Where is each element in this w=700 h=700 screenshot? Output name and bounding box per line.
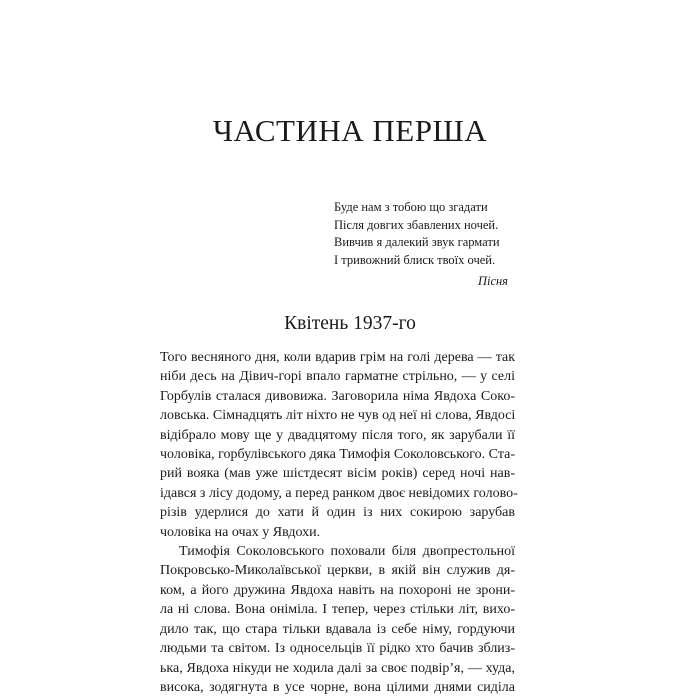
- epigraph-line: Вивчив я далекий звук гармати: [334, 235, 500, 249]
- chapter-title: Квітень 1937-го: [284, 313, 416, 334]
- part-title: ЧАСТИНА ПЕРША: [212, 113, 488, 148]
- text-line: Покровсько-Миколаївської церкви, в якій він служив дя-: [160, 563, 515, 579]
- body-text: [160, 348, 518, 697]
- text-line: ловська. Сімнадцять літ ніхто не чув од неї ні слова, Явдосі: [160, 408, 516, 424]
- text-line: Тимофія Соколовського поховали біля двопрестольної: [179, 544, 515, 560]
- epigraph-line: Буде нам з тобою що згадати: [334, 200, 488, 214]
- text-line: чоловіка, горбулівського дяка Тимофія Соколовського. Ста-: [160, 447, 515, 463]
- epigraph-line: Після довгих збавлених ночей.: [334, 217, 499, 232]
- text-line: висока, зодягнута в усе чорне, вона цілими днями сиділа: [160, 679, 515, 695]
- text-line: дило так, що стара тільки вдавала із себе німу, гордуючи: [160, 621, 515, 637]
- text-line: Горбулів сталася дивовижа. Заговорила німа Явдоха Соко-: [160, 388, 515, 404]
- text-line: Того весняного дня, коли вдарив грім на голі дерева — так: [160, 350, 515, 365]
- epigraph: [334, 199, 508, 291]
- text-line: ла ні слова. Вона оніміла. І тепер, через стільки літ, вихо-: [160, 602, 515, 618]
- text-line: людьми та світом. Із односельців її рідко хто бачив зблиз-: [160, 641, 515, 657]
- text-line: ком, а його дружина Явдоха навіть на похороні не зрони-: [160, 582, 515, 598]
- text-line: ідався з лісу додому, а перед ранком двоє невідомих голово-: [160, 485, 518, 501]
- epigraph-source: Пісня: [477, 274, 508, 288]
- text-line: різів удерлися до хати й один із них сокирою зарубав: [160, 505, 515, 521]
- text-line: рий вояка (мав уже шістдесят вісім років) серед ночі нав-: [160, 466, 515, 482]
- text-line: відібрало мову ще у двадцятому після того, як зарубали її: [160, 427, 515, 443]
- text-line: чоловіка на очах у Явдохи.: [160, 524, 321, 540]
- epigraph-line: І тривожний блиск твоїх очей.: [334, 252, 496, 267]
- text-line: ька, Явдоха нікуди не ходила далі за своє подвір’я, — худа,: [160, 660, 515, 676]
- text-line: ніби десь на Дівич-горі впало гарматне стрільно, — у селі: [160, 369, 515, 385]
